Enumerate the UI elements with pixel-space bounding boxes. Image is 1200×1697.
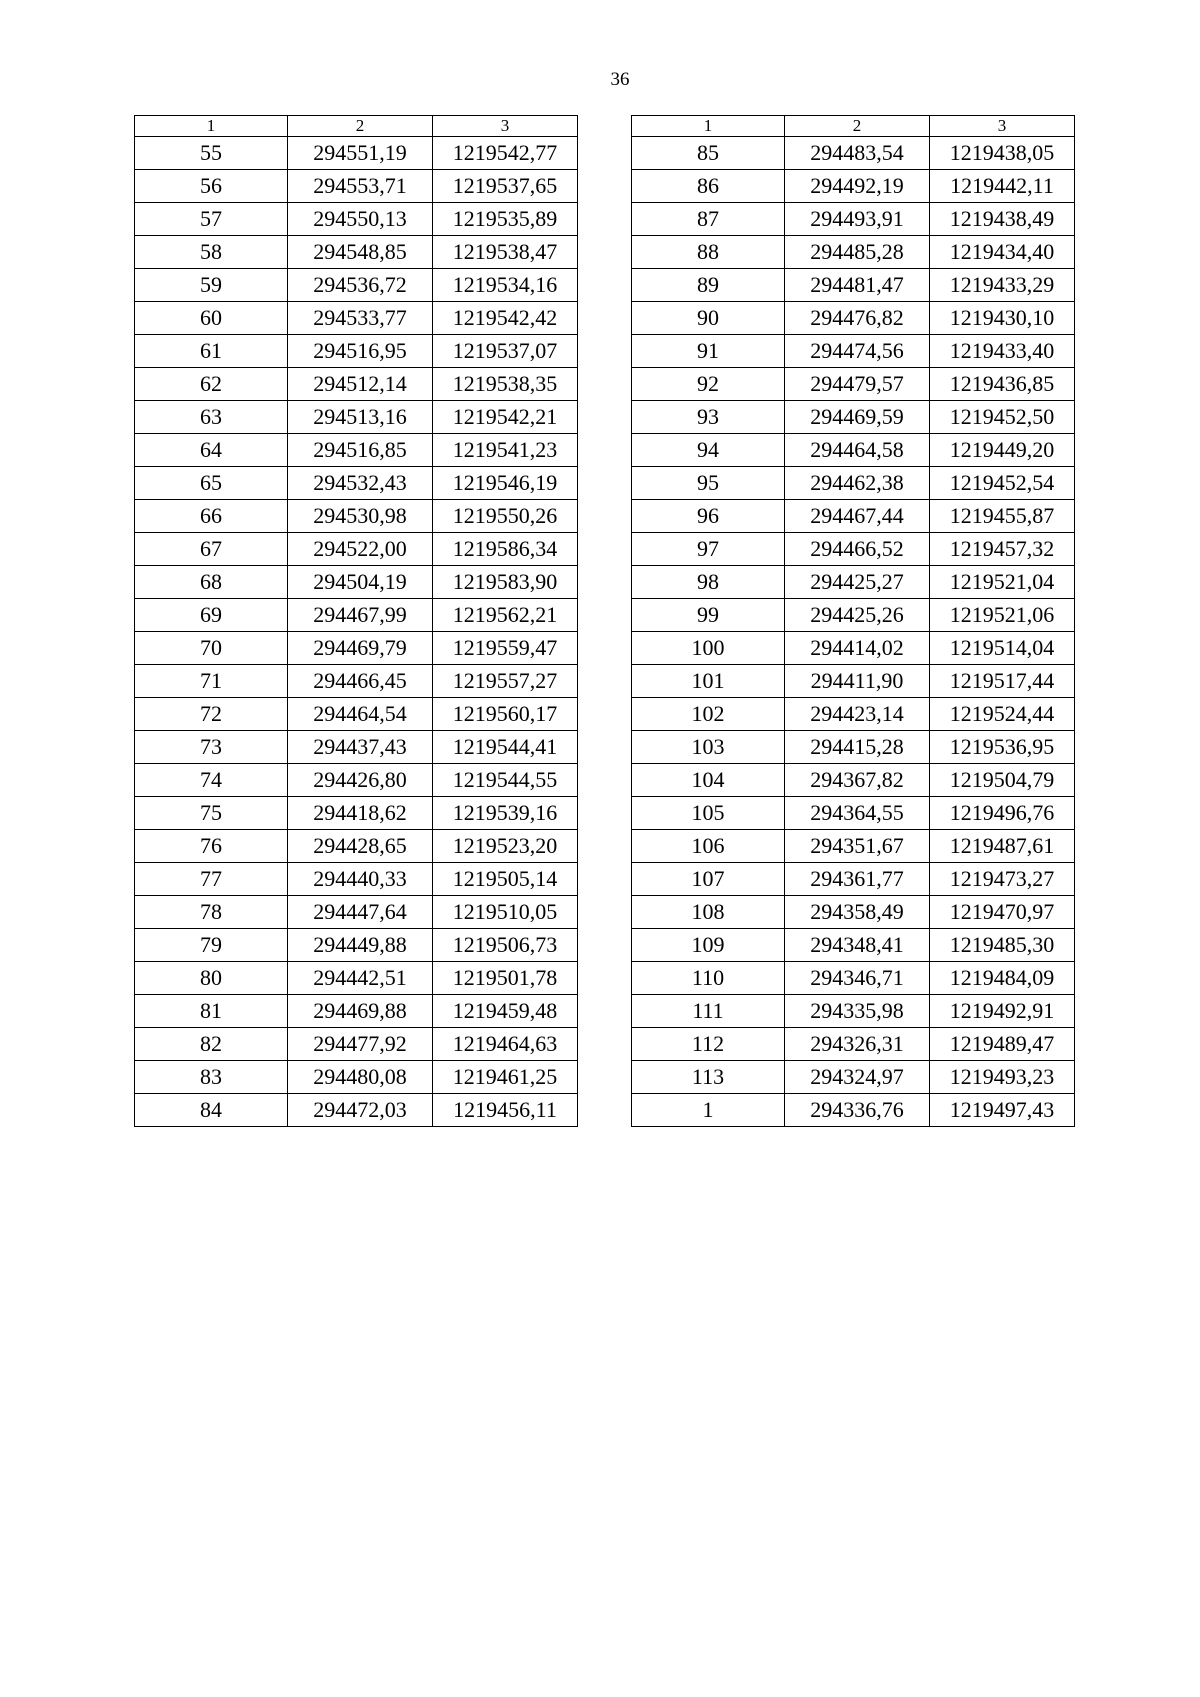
coordinates-table-right: [631, 115, 1075, 1127]
point-number-cell: 90: [632, 302, 785, 335]
point-number-cell: 67: [135, 533, 288, 566]
coordinate-y-cell: 1219557,27: [433, 665, 578, 698]
coordinate-y-cell: 1219536,95: [930, 731, 1075, 764]
table-row: [632, 269, 1075, 302]
coordinate-y-cell: 1219517,44: [930, 665, 1075, 698]
table-row: [632, 137, 1075, 170]
table-row: [632, 863, 1075, 896]
column-header-3: 3: [433, 116, 578, 137]
coordinates-table-left: [134, 115, 578, 1127]
point-number-cell: 102: [632, 698, 785, 731]
table-row: [135, 533, 578, 566]
coordinate-y-cell: 1219464,63: [433, 1028, 578, 1061]
table-row: [135, 434, 578, 467]
coordinate-y-cell: 1219586,34: [433, 533, 578, 566]
point-number-cell: 82: [135, 1028, 288, 1061]
point-number-cell: 63: [135, 401, 288, 434]
coordinate-y-cell: 1219562,21: [433, 599, 578, 632]
coordinate-x-cell: 294472,03: [288, 1094, 433, 1127]
coordinate-y-cell: 1219535,89: [433, 203, 578, 236]
point-number-cell: 100: [632, 632, 785, 665]
coordinate-x-cell: 294467,99: [288, 599, 433, 632]
point-number-cell: 66: [135, 500, 288, 533]
coordinate-y-cell: 1219492,91: [930, 995, 1075, 1028]
table-row: [632, 533, 1075, 566]
point-number-cell: 96: [632, 500, 785, 533]
coordinate-x-cell: 294513,16: [288, 401, 433, 434]
coordinate-y-cell: 1219487,61: [930, 830, 1075, 863]
point-number-cell: 89: [632, 269, 785, 302]
point-number-cell: 113: [632, 1061, 785, 1094]
coordinate-y-cell: 1219433,29: [930, 269, 1075, 302]
coordinate-y-cell: 1219538,35: [433, 368, 578, 401]
coordinate-x-cell: 294464,58: [785, 434, 930, 467]
point-number-cell: 99: [632, 599, 785, 632]
coordinate-y-cell: 1219449,20: [930, 434, 1075, 467]
point-number-cell: 70: [135, 632, 288, 665]
point-number-cell: 91: [632, 335, 785, 368]
point-number-cell: 106: [632, 830, 785, 863]
column-header-2: 2: [288, 116, 433, 137]
coordinate-x-cell: 294423,14: [785, 698, 930, 731]
coordinate-y-cell: 1219456,11: [433, 1094, 578, 1127]
coordinate-y-cell: 1219501,78: [433, 962, 578, 995]
coordinate-x-cell: 294346,71: [785, 962, 930, 995]
table-row: [632, 797, 1075, 830]
coordinate-x-cell: 294474,56: [785, 335, 930, 368]
point-number-cell: 92: [632, 368, 785, 401]
table-row: [135, 995, 578, 1028]
table-row: [632, 764, 1075, 797]
coordinate-y-cell: 1219433,40: [930, 335, 1075, 368]
coordinate-y-cell: 1219485,30: [930, 929, 1075, 962]
column-header-3: 3: [930, 116, 1075, 137]
coordinate-y-cell: 1219504,79: [930, 764, 1075, 797]
coordinate-y-cell: 1219473,27: [930, 863, 1075, 896]
coordinate-x-cell: 294418,62: [288, 797, 433, 830]
coordinate-y-cell: 1219442,11: [930, 170, 1075, 203]
coordinate-x-cell: 294483,54: [785, 137, 930, 170]
coordinate-x-cell: 294447,64: [288, 896, 433, 929]
table-row: [135, 170, 578, 203]
coordinate-x-cell: 294351,67: [785, 830, 930, 863]
coordinate-y-cell: 1219560,17: [433, 698, 578, 731]
coordinate-x-cell: 294426,80: [288, 764, 433, 797]
table-row: [632, 236, 1075, 269]
coordinate-y-cell: 1219470,97: [930, 896, 1075, 929]
column-header-1: 1: [632, 116, 785, 137]
coordinate-x-cell: 294415,28: [785, 731, 930, 764]
coordinate-y-cell: 1219521,06: [930, 599, 1075, 632]
coordinate-x-cell: 294551,19: [288, 137, 433, 170]
table-row: [135, 830, 578, 863]
table-row: [135, 335, 578, 368]
point-number-cell: 68: [135, 566, 288, 599]
coordinate-x-cell: 294481,47: [785, 269, 930, 302]
point-number-cell: 65: [135, 467, 288, 500]
point-number-cell: 57: [135, 203, 288, 236]
point-number-cell: 98: [632, 566, 785, 599]
point-number-cell: 81: [135, 995, 288, 1028]
coordinate-x-cell: 294367,82: [785, 764, 930, 797]
point-number-cell: 111: [632, 995, 785, 1028]
coordinate-y-cell: 1219438,05: [930, 137, 1075, 170]
column-header-1: 1: [135, 116, 288, 137]
coordinate-y-cell: 1219559,47: [433, 632, 578, 665]
coordinate-x-cell: 294485,28: [785, 236, 930, 269]
coordinate-y-cell: 1219539,16: [433, 797, 578, 830]
coordinate-y-cell: 1219461,25: [433, 1061, 578, 1094]
coordinate-x-cell: 294425,27: [785, 566, 930, 599]
table-row: [135, 665, 578, 698]
coordinate-x-cell: 294462,38: [785, 467, 930, 500]
coordinate-y-cell: 1219489,47: [930, 1028, 1075, 1061]
coordinate-x-cell: 294477,92: [288, 1028, 433, 1061]
point-number-cell: 94: [632, 434, 785, 467]
point-number-cell: 80: [135, 962, 288, 995]
point-number-cell: 64: [135, 434, 288, 467]
point-number-cell: 103: [632, 731, 785, 764]
table-row: [135, 203, 578, 236]
coordinate-x-cell: 294411,90: [785, 665, 930, 698]
coordinate-y-cell: 1219534,16: [433, 269, 578, 302]
coordinate-y-cell: 1219546,19: [433, 467, 578, 500]
column-header-2: 2: [785, 116, 930, 137]
point-number-cell: 78: [135, 896, 288, 929]
coordinate-x-cell: 294536,72: [288, 269, 433, 302]
table-row: [135, 1028, 578, 1061]
table-row: [632, 665, 1075, 698]
coordinate-x-cell: 294428,65: [288, 830, 433, 863]
point-number-cell: 56: [135, 170, 288, 203]
coordinate-x-cell: 294324,97: [785, 1061, 930, 1094]
point-number-cell: 79: [135, 929, 288, 962]
coordinate-y-cell: 1219537,07: [433, 335, 578, 368]
point-number-cell: 101: [632, 665, 785, 698]
table-row: [632, 599, 1075, 632]
table-row: [632, 698, 1075, 731]
point-number-cell: 59: [135, 269, 288, 302]
table-row: [632, 500, 1075, 533]
coordinate-x-cell: 294516,85: [288, 434, 433, 467]
coordinate-y-cell: 1219521,04: [930, 566, 1075, 599]
coordinate-y-cell: 1219514,04: [930, 632, 1075, 665]
table-row: [135, 929, 578, 962]
table-row: [135, 632, 578, 665]
table-row: [632, 302, 1075, 335]
point-number-cell: 97: [632, 533, 785, 566]
coordinate-y-cell: 1219542,77: [433, 137, 578, 170]
page-number: 36: [610, 69, 630, 90]
coordinate-x-cell: 294504,19: [288, 566, 433, 599]
coordinate-y-cell: 1219544,55: [433, 764, 578, 797]
coordinate-x-cell: 294449,88: [288, 929, 433, 962]
point-number-cell: 93: [632, 401, 785, 434]
point-number-cell: 76: [135, 830, 288, 863]
table-header-row: [135, 116, 578, 137]
coordinate-x-cell: 294493,91: [785, 203, 930, 236]
table-row: [632, 830, 1075, 863]
coordinate-y-cell: 1219524,44: [930, 698, 1075, 731]
point-number-cell: 105: [632, 797, 785, 830]
table-row: [135, 137, 578, 170]
table-header-row: [632, 116, 1075, 137]
table-row: [632, 929, 1075, 962]
coordinate-y-cell: 1219455,87: [930, 500, 1075, 533]
table-row: [632, 731, 1075, 764]
point-number-cell: 75: [135, 797, 288, 830]
coordinate-y-cell: 1219457,32: [930, 533, 1075, 566]
coordinate-y-cell: 1219452,50: [930, 401, 1075, 434]
coordinate-y-cell: 1219430,10: [930, 302, 1075, 335]
table-row: [632, 896, 1075, 929]
coordinate-y-cell: 1219493,23: [930, 1061, 1075, 1094]
point-number-cell: 85: [632, 137, 785, 170]
coordinate-x-cell: 294364,55: [785, 797, 930, 830]
coordinate-x-cell: 294480,08: [288, 1061, 433, 1094]
point-number-cell: 60: [135, 302, 288, 335]
table-row: [632, 1028, 1075, 1061]
coordinate-y-cell: 1219497,43: [930, 1094, 1075, 1127]
table-row: [135, 1094, 578, 1127]
coordinate-x-cell: 294361,77: [785, 863, 930, 896]
point-number-cell: 88: [632, 236, 785, 269]
point-number-cell: 77: [135, 863, 288, 896]
coordinate-y-cell: 1219583,90: [433, 566, 578, 599]
table-row: [135, 797, 578, 830]
table-row: [632, 995, 1075, 1028]
point-number-cell: 72: [135, 698, 288, 731]
coordinate-y-cell: 1219436,85: [930, 368, 1075, 401]
point-number-cell: 84: [135, 1094, 288, 1127]
coordinate-y-cell: 1219537,65: [433, 170, 578, 203]
coordinate-x-cell: 294442,51: [288, 962, 433, 995]
point-number-cell: 95: [632, 467, 785, 500]
coordinate-x-cell: 294358,49: [785, 896, 930, 929]
table-row: [135, 896, 578, 929]
coordinate-x-cell: 294532,43: [288, 467, 433, 500]
table-row: [135, 599, 578, 632]
coordinate-x-cell: 294533,77: [288, 302, 433, 335]
point-number-cell: 55: [135, 137, 288, 170]
point-number-cell: 61: [135, 335, 288, 368]
coordinate-y-cell: 1219452,54: [930, 467, 1075, 500]
coordinate-x-cell: 294479,57: [785, 368, 930, 401]
coordinate-x-cell: 294414,02: [785, 632, 930, 665]
table-row: [135, 368, 578, 401]
coordinate-x-cell: 294466,45: [288, 665, 433, 698]
table-row: [135, 962, 578, 995]
point-number-cell: 112: [632, 1028, 785, 1061]
coordinate-y-cell: 1219438,49: [930, 203, 1075, 236]
coordinate-y-cell: 1219510,05: [433, 896, 578, 929]
point-number-cell: 104: [632, 764, 785, 797]
coordinate-x-cell: 294466,52: [785, 533, 930, 566]
coordinate-y-cell: 1219538,47: [433, 236, 578, 269]
coordinate-y-cell: 1219550,26: [433, 500, 578, 533]
table-row: [135, 269, 578, 302]
point-number-cell: 58: [135, 236, 288, 269]
coordinate-y-cell: 1219541,23: [433, 434, 578, 467]
coordinate-x-cell: 294326,31: [785, 1028, 930, 1061]
coordinate-y-cell: 1219544,41: [433, 731, 578, 764]
coordinate-y-cell: 1219496,76: [930, 797, 1075, 830]
coordinate-x-cell: 294548,85: [288, 236, 433, 269]
table-row: [632, 632, 1075, 665]
coordinate-y-cell: 1219505,14: [433, 863, 578, 896]
point-number-cell: 74: [135, 764, 288, 797]
table-row: [135, 302, 578, 335]
point-number-cell: 73: [135, 731, 288, 764]
table-row: [632, 962, 1075, 995]
coordinate-x-cell: 294476,82: [785, 302, 930, 335]
point-number-cell: 108: [632, 896, 785, 929]
coordinate-x-cell: 294336,76: [785, 1094, 930, 1127]
point-number-cell: 87: [632, 203, 785, 236]
point-number-cell: 110: [632, 962, 785, 995]
point-number-cell: 83: [135, 1061, 288, 1094]
coordinate-x-cell: 294550,13: [288, 203, 433, 236]
coordinate-y-cell: 1219542,42: [433, 302, 578, 335]
point-number-cell: 69: [135, 599, 288, 632]
coordinate-x-cell: 294437,43: [288, 731, 433, 764]
coordinate-x-cell: 294469,79: [288, 632, 433, 665]
table-row: [135, 764, 578, 797]
table-row: [632, 566, 1075, 599]
coordinate-x-cell: 294522,00: [288, 533, 433, 566]
table-row: [632, 335, 1075, 368]
table-row: [135, 500, 578, 533]
point-number-cell: 86: [632, 170, 785, 203]
table-row: [135, 863, 578, 896]
coordinate-x-cell: 294530,98: [288, 500, 433, 533]
table-row: [135, 236, 578, 269]
coordinate-x-cell: 294425,26: [785, 599, 930, 632]
coordinate-x-cell: 294469,59: [785, 401, 930, 434]
point-number-cell: 107: [632, 863, 785, 896]
coordinate-y-cell: 1219484,09: [930, 962, 1075, 995]
coordinate-y-cell: 1219459,48: [433, 995, 578, 1028]
coordinate-y-cell: 1219542,21: [433, 401, 578, 434]
table-row: [135, 467, 578, 500]
table-row: [632, 170, 1075, 203]
table-row: [135, 566, 578, 599]
table-row: [632, 1061, 1075, 1094]
coordinate-x-cell: 294516,95: [288, 335, 433, 368]
table-row: [135, 1061, 578, 1094]
table-row: [135, 698, 578, 731]
coordinate-x-cell: 294492,19: [785, 170, 930, 203]
table-row: [632, 401, 1075, 434]
table-row: [135, 731, 578, 764]
table-row: [632, 434, 1075, 467]
table-row: [632, 368, 1075, 401]
point-number-cell: 109: [632, 929, 785, 962]
coordinate-x-cell: 294553,71: [288, 170, 433, 203]
table-row: [632, 1094, 1075, 1127]
table-row: [632, 467, 1075, 500]
coordinate-x-cell: 294335,98: [785, 995, 930, 1028]
coordinate-y-cell: 1219434,40: [930, 236, 1075, 269]
coordinate-x-cell: 294440,33: [288, 863, 433, 896]
coordinate-x-cell: 294464,54: [288, 698, 433, 731]
point-number-cell: 1: [632, 1094, 785, 1127]
coordinate-x-cell: 294348,41: [785, 929, 930, 962]
point-number-cell: 62: [135, 368, 288, 401]
point-number-cell: 71: [135, 665, 288, 698]
coordinate-y-cell: 1219506,73: [433, 929, 578, 962]
coordinate-x-cell: 294469,88: [288, 995, 433, 1028]
table-row: [632, 203, 1075, 236]
coordinate-y-cell: 1219523,20: [433, 830, 578, 863]
coordinate-x-cell: 294512,14: [288, 368, 433, 401]
coordinate-x-cell: 294467,44: [785, 500, 930, 533]
table-row: [135, 401, 578, 434]
